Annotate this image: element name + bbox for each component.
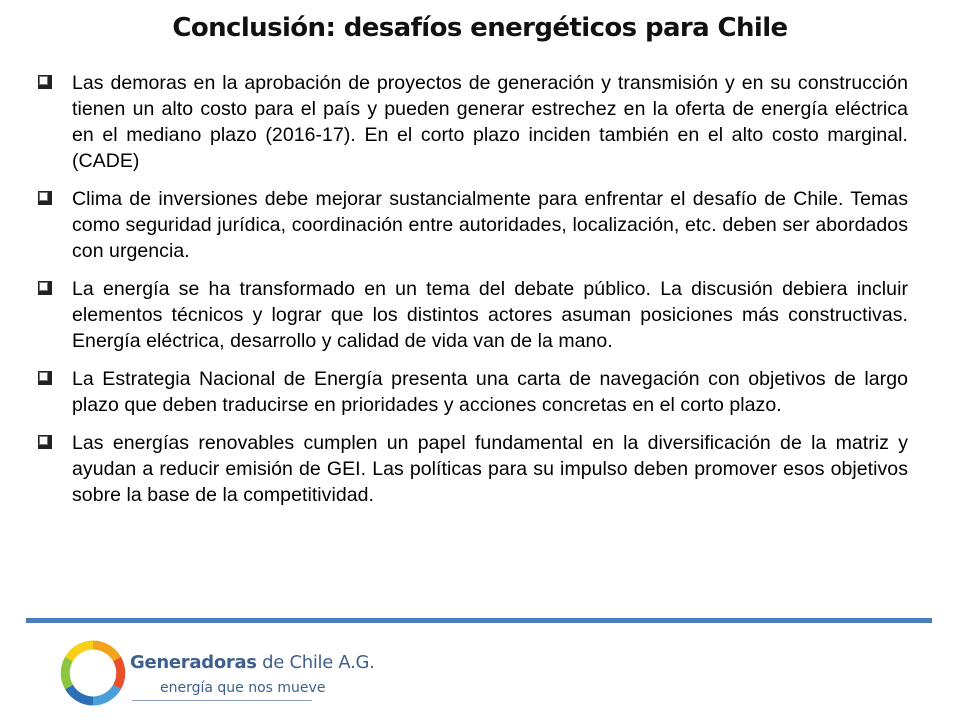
square-bullet-icon xyxy=(38,75,52,89)
square-bullet-icon xyxy=(38,281,52,295)
brand-name-bold: Generadoras xyxy=(130,652,257,673)
bullet-text: Las energías renovables cumplen un papel fundamental en la diversificación de la matriz y ayudan a reducir emisión de GEI. Las políticas para su impulso deben promover esos objetivos sobre la base de la competitividad. xyxy=(72,432,908,506)
bullet-text: Las demoras en la aprobación de proyectos de generación y transmisión y en su construcción tienen un alto costo para el país y pueden generar estrechez en la oferta de energía eléctrica en el mediano plazo (2016-17). En el corto plazo inciden también en el alto costo marginal. (CADE) xyxy=(72,72,908,172)
brand-name-rest: de Chile A.G. xyxy=(256,652,375,673)
bullet-text: Clima de inversiones debe mejorar sustancialmente para enfrentar el desafío de Chile. Temas como seguridad jurídica, coordinación entre autoridades, localización, etc. deben ser abordados con urgencia. xyxy=(72,188,908,262)
list-item xyxy=(36,366,908,418)
slide-title: Conclusión: desafíos energéticos para Chile xyxy=(172,13,788,43)
list-item xyxy=(36,276,908,354)
square-bullet-icon xyxy=(38,435,52,449)
brand-tagline: energía que nos mueve xyxy=(160,680,326,696)
list-item xyxy=(36,70,908,174)
brand-name xyxy=(130,652,375,673)
list-item xyxy=(36,186,908,264)
bullet-text: La Estrategia Nacional de Energía presenta una carta de navegación con objetivos de largo plazo que deben traducirse en prioridades y acciones concretas en el corto plazo. xyxy=(72,368,908,416)
square-bullet-icon xyxy=(38,371,52,385)
list-item xyxy=(36,430,908,508)
bullet-text: La energía se ha transformado en un tema del debate público. La discusión debiera incluir elementos técnicos y lograr que los distintos actores asuman posiciones más constructivas. Energía eléctrica, desarrollo y calidad de vida van de la mano. xyxy=(72,278,908,352)
square-bullet-icon xyxy=(38,191,52,205)
footer-divider xyxy=(26,618,932,623)
tagline-underline xyxy=(132,700,312,701)
bullet-list xyxy=(36,70,908,520)
logo-icon xyxy=(60,640,126,706)
